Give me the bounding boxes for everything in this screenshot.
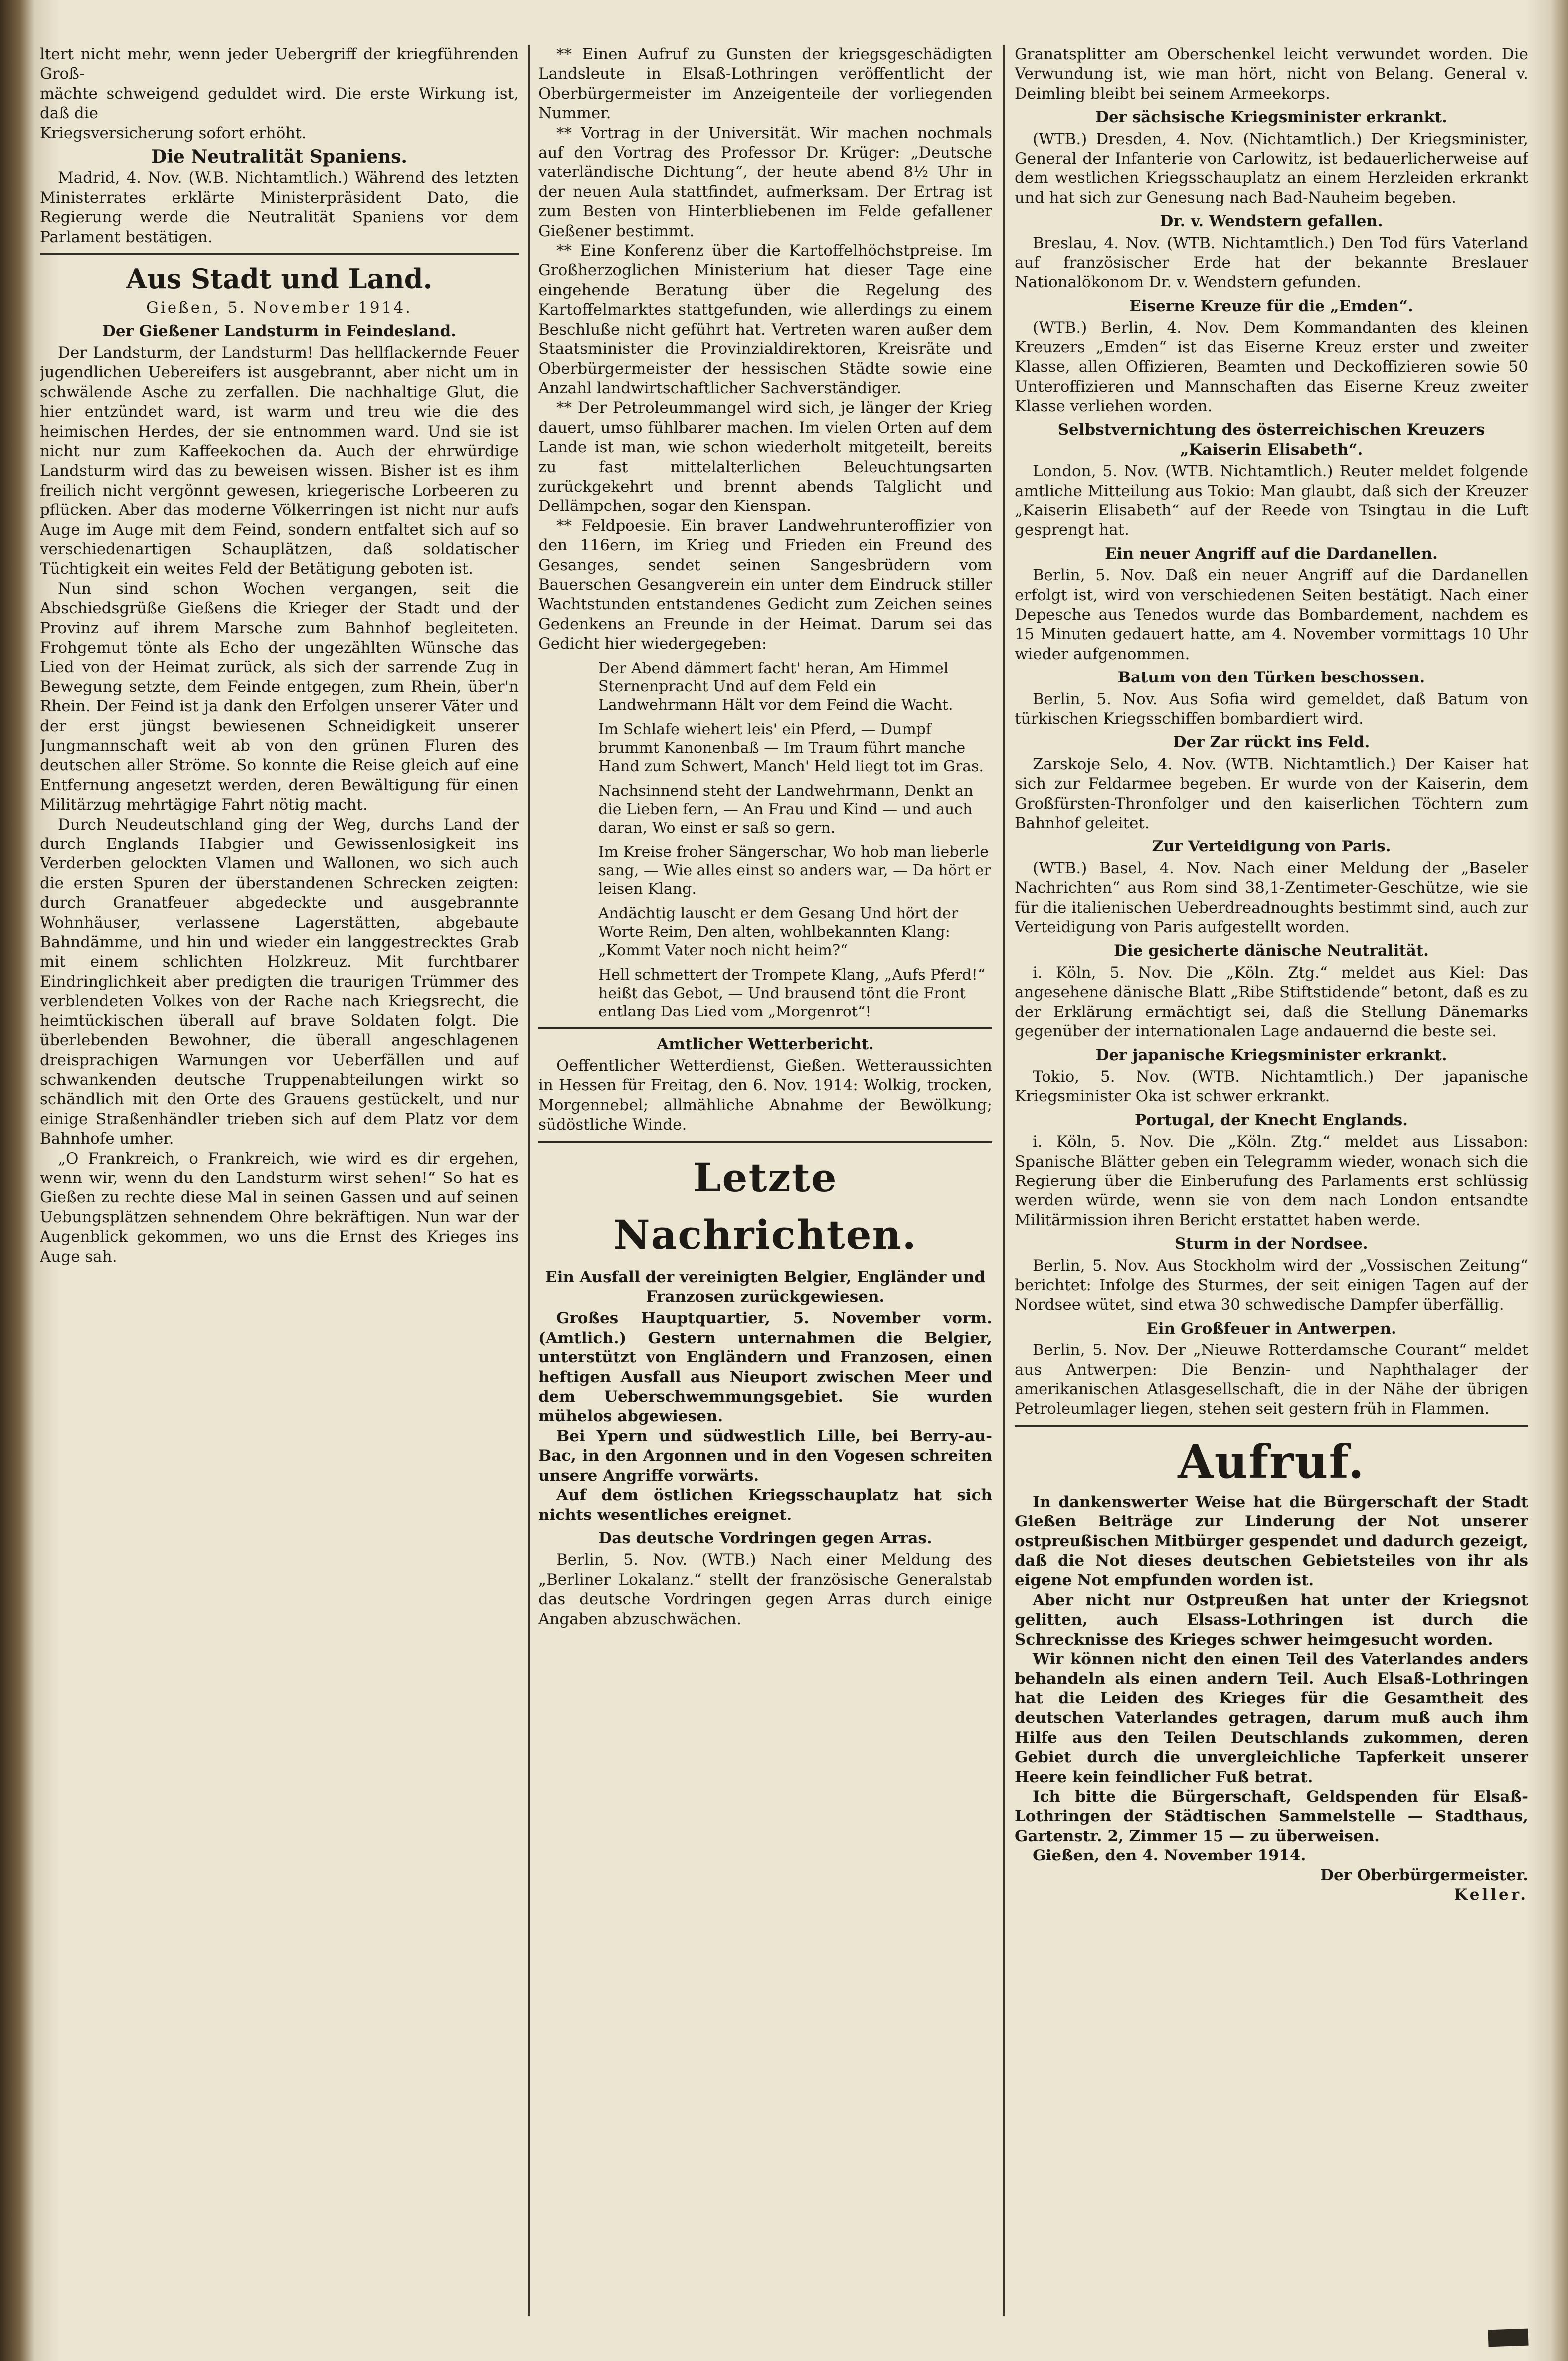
article-paragraph: Der Landsturm, der Landsturm! Das hellflackernde Feuer jugendlichen Uebereifers ist ausgebrannt, aber nicht um in schwälende Asche zu zerfallen. Die nachhaltige Glut, die hier entzündet ward, ist warm und treu wie die des heimischen Herdes, der sie entnommen ward. Und sie ist nicht nur zum Kaffeekochen da. Auch der ehrwürdige Landsturm wird das zu beweisen wissen. Bisher ist es ihm freilich nicht vergönnt gewesen, kriegerische Lorbeeren zu pflücken. Aber das moderne Völkerringen ist nicht nur aufs Auge im Auge mit dem Feind, sondern entfaltet sich auf so verschiedenartigen Schauplätzen, daß soldatischer Tüchtigkeit ein weites Feld der Betätigung geboten ist. xyxy=(40,343,519,578)
article-text: Berlin, 5. Nov. (WTB.) Nach einer Meldung des „Berliner Lokalanz.“ stellt der französische Generalstab das deutsche Vordringen gegen Arras durch einige Angaben abzuschwächen. xyxy=(538,1551,992,1628)
poem xyxy=(598,659,992,1021)
article-paragraph: Nun sind schon Wochen vergangen, seit die Abschiedsgrüße Gießens die Krieger der Stadt und der Provinz auf ihrem Marsche zum Bahnhof begleiteten. Frohgemut tönte als Echo der ungezählten Wünsche das Lied von der Heimat zurück, als sich der sarrende Zug in Bewegung setzte, dem Feinde entgegen, zum Rhein, über'n Rhein. Der Feind ist ja dank den Erfolgen unserer Väter und der erst jüngst bewiesenen Schneidigkeit unserer Jungmannschaft weit ab von den grünen Fluren des deutschen aller Ströme. So konnte die Reise gleich auf eine Entfernung angesetzt werden, deren Bewältigung für einen Militärzug mehrtägige Fahrt nötig macht. xyxy=(40,579,519,814)
weather-text: Oeffentlicher Wetterdienst, Gießen. Wetteraussichten in Hessen für Freitag, den 6. Nov. 1914: Wolkig, trocken, Morgennebel; allmähliche Abnahme der Bewölkung; südöstliche Winde. xyxy=(538,1057,992,1134)
column-middle xyxy=(538,45,992,2316)
section-heading: Letzte Nachrichten. xyxy=(613,1154,917,1258)
column-left xyxy=(40,45,519,2316)
news-heading: Eiserne Kreuze für die „Emden“. xyxy=(1129,297,1413,315)
text-line: mächte schweigend geduldet wird. Die erste Wirkung ist, daß die xyxy=(40,84,519,123)
notice: ** Der Petroleummangel wird sich, je länger der Krieg dauert, umso fühlbarer machen. Im vielen Orten auf dem Lande ist man, wie schon wiederholt mitgeteilt, bereits zu fast mittelalterlichen Beleuchtungsarten zurückgekehrt und brennt abends Talglicht und Dellämpchen, sogar den Kienspan. xyxy=(538,399,992,515)
text-line: ltert nicht mehr, wenn jeder Uebergriff der kriegführenden Groß- xyxy=(40,45,519,83)
news-text: Berlin, 5. Nov. Daß ein neuer Angriff auf die Dardanellen erfolgt ist, wird von verschiedenen Seiten bestätigt. Nach einer Depesche aus Tenedos wurde das Bombardement, nachdem es 15 Minuten gedauert hatte, am 4. November vormittags 10 Uhr wieder aufgenommen. xyxy=(1015,566,1528,663)
news-text: (WTB.) Dresden, 4. Nov. (Nichtamtlich.) Der Kriegsminister, General der Infanterie von Carlowitz, ist bedauerlicherweise auf dem westlichen Kriegsschauplatz an einem Herzleiden erkrankt und hat sich zur Genesung nach Bad-Nauheim begeben. xyxy=(1015,130,1528,207)
article-text: Madrid, 4. Nov. (W.B. Nichtamtlich.) Während des letzten Ministerrates erklärte Ministerpräsident Dato, die Regierung werde die Neutralität Spaniens vor dem Parlament bestätigen. xyxy=(40,169,519,246)
news-items xyxy=(1015,108,1528,1419)
poem-stanza: Andächtig lauscht er dem Gesang Und hört der Worte Reim, Den alten, wohlbekannten Klang: „Kommt Vater noch nicht heim?“ xyxy=(598,904,959,959)
divider xyxy=(40,253,519,255)
notice: ** Eine Konferenz über die Kartoffelhöchstpreise. Im Großherzoglichen Ministerium hat dieser Tage eine eingehende Beratung über die Regelung des Kartoffelmarktes stattgefunden, wie allerdings zu einem Beschluße nicht geführt hat. Vertreten waren außer dem Staatsminister die Provinzialdirektoren, Kreisräte und Oberbürgermeister der hessischen Städte sowie eine Anzahl landwirtschaftlicher Sachverständiger. xyxy=(538,242,992,397)
news-text: (WTB.) Berlin, 4. Nov. Dem Kommandanten des kleinen Kreuzers „Emden“ ist das Eiserne Kreuz erster und zweiter Klasse, allen Offizieren, Beamten und Deckoffizieren sowie 50 Unteroffizieren und Mannschaften das Eiserne Kreuz zweiter Klasse verliehen worden. xyxy=(1015,319,1528,415)
news-text: Berlin, 5. Nov. Aus Stockholm wird der „Vossischen Zeitung“ berichtet: Infolge des Sturmes, der seit einigen Tagen auf der Nordsee wütet, sind etwa 30 schwedische Dampfer überfällig. xyxy=(1015,1256,1528,1314)
news-heading: Zur Verteidigung von Paris. xyxy=(1152,838,1391,856)
news-text: Zarskoje Selo, 4. Nov. (WTB. Nichtamtlich.) Der Kaiser hat sich zur Feldarmee begeben. Er wurde von der Kaiserin, dem Großfürsten-Thronfolger und den kaiserlichen Töchtern zum Bahnhof geleitet. xyxy=(1015,755,1528,833)
news-heading: Batum von den Türken beschossen. xyxy=(1117,669,1425,687)
notice: ** Einen Aufruf zu Gunsten der kriegsgeschädigten Landsleute in Elsaß-Lothringen veröffentlicht der Oberbürgermeister im Anzeigenteile der vorliegenden Nummer. xyxy=(538,45,992,123)
appeal-name: Keller. xyxy=(1454,1885,1528,1904)
weather-heading: Amtlicher Wetterbericht. xyxy=(657,1035,874,1053)
article-paragraph: Großes Hauptquartier, 5. November vorm. (Amtlich.) Gestern unternahmen die Belgier, unterstützt von Engländern und Franzosen, einen heftigen Ausfall aus Nieuport zwischen Meer und dem Ueberschwemmungsgebiet. Sie wurden mühelos abgewiesen. xyxy=(538,1309,992,1426)
news-heading: Selbstvernichtung des österreichischen Kreuzers „Kaiserin Elisabeth“. xyxy=(1057,421,1485,459)
appeal-paragraph: In dankenswerter Weise hat die Bürgerschaft der Stadt Gießen Beiträge zur Linderung der Not unserer ostpreußischen Mitbürger gespendet und dadurch gezeigt, daß die Not dieses deutschen Gebietsteiles von ihr als eigene Not empfunden worden ist. xyxy=(1015,1493,1528,1590)
news-heading: Der japanische Kriegsminister erkrankt. xyxy=(1095,1046,1447,1064)
article-paragraph: Durch Neudeutschland ging der Weg, durchs Land der durch Englands Habgier und Gewissenlosigkeit ins Verderben gelockten Vlamen und Wallonen, wo sich auch die ersten Spuren der überstandenen Schrecken zeigten: durch Granatfeuer abgedeckte und ausgebrannte Wohnhäuser, verlassene Lagerstätten, abgebaute Bahndämme, und hin und wieder ein langgestrecktes Grab mit einem schlichten Holzkreuz. Mit furchtbarer Eindringlichkeit aber predigten die traurigen Trümmer des verblendeten Volkes von der Rache nach Kriegsrecht, die heimtückischen überall auf brave Soldaten folgt. Die überlebenden Bewohner, die überall angeschlagenen dreisprachigen Warnungen vor Ueberfällen und auf schwankenden deutsche Truppenabteilungen wirkt so schändlich mit den Orte des Grauens gestückelt, und nur einige Straßenhändler trieben sich auf dem Platz vor dem Bahnhofe umher. xyxy=(40,815,519,1148)
divider xyxy=(538,1141,992,1143)
news-text: London, 5. Nov. (WTB. Nichtamtlich.) Reuter meldet folgende amtliche Mitteilung aus Tokio: Man glaubt, daß sich der Kreuzer „Kaiserin Elisabeth“ auf der Reede von Tsingtau in die Luft gesprengt hat. xyxy=(1015,462,1528,539)
appeal-paragraph: Aber nicht nur Ostpreußen hat unter der Kriegsnot gelitten, auch Elsass-Lothringen ist durch die Schrecknisse des Krieges schwer heimgesucht worden. xyxy=(1015,1591,1528,1649)
appeal-signer: Der Oberbürgermeister. xyxy=(1320,1866,1528,1884)
notice: ** Vortrag in der Universität. Wir machen nochmals auf den Vortrag des Professor Dr. Krüger: „Deutsche vaterländische Dichtung“, der heute abend 8½ Uhr in der neuen Aula stattfindet, aufmerksam. Der Ertrag ist zum Besten von Hinterbliebenen im Felde gefallener Gießener bestimmt. xyxy=(538,124,992,240)
poem-stanza: Der Abend dämmert facht' heran, Am Himmel Sternenpracht Und auf dem Feld ein Landwehrmann Hält vor dem Feind die Wacht. xyxy=(598,659,953,714)
poem-stanza: Hell schmettert der Trompete Klang, „Aufs Pferd!“ heißt das Gebot, — Und brausend tönt die Front entlang Das Lied vom „Morgenrot“! xyxy=(598,966,986,1020)
dateline: Gießen, 5. November 1914. xyxy=(146,299,412,317)
news-text: Breslau, 4. Nov. (WTB. Nichtamtlich.) Den Tod fürs Vaterland auf französischer Erde hat der bekannte Breslauer Nationalökonom Dr. v. Wendstern gefunden. xyxy=(1015,234,1528,292)
column-divider xyxy=(528,45,530,2316)
appeal-box xyxy=(1015,1433,1528,1905)
section-heading: Aus Stadt und Land. xyxy=(126,263,433,295)
news-text: i. Köln, 5. Nov. Die „Köln. Ztg.“ meldet aus Kiel: Das angesehene dänische Blatt „Ribe Stiftstidende“ betont, daß es zu der Erklärung ermächtigt sei, daß die Stellung Dänemarks gegenüber der internationalen Lage andauernd die beste sei. xyxy=(1015,963,1528,1041)
article-text: Granatsplitter am Oberschenkel leicht verwundet worden. Die Verwundung ist, wie man hört, nicht von Belang. General v. Deimling bleibt bei seinem Armeekorps. xyxy=(1015,45,1528,103)
article-paragraph: Bei Ypern und südwestlich Lille, bei Berry-au-Bac, in den Argonnen und in den Vogesen schreiten unsere Angriffe vorwärts. xyxy=(538,1427,992,1485)
news-heading: Ein Großfeuer in Antwerpen. xyxy=(1146,1319,1396,1338)
news-heading: Der Zar rückt ins Feld. xyxy=(1173,733,1370,752)
news-text: Tokio, 5. Nov. (WTB. Nichtamtlich.) Der japanische Kriegsminister Oka ist schwer erkrankt. xyxy=(1015,1067,1528,1106)
notice: ** Feldpoesie. Ein braver Landwehrunteroffizier von den 116ern, im Krieg und Frieden ein Freund des Gesanges, sendet seinen Sangesbrüdern vom Bauerschen Gesangverein ein unter dem Eindruck stiller Wachtstunden entstandenes Gedicht zum Zeichen seines Gedenkens an Freunde in der Heimat. Darum sei das Gedicht hier wiedergegeben: xyxy=(538,516,992,653)
ink-stamp xyxy=(1488,2329,1528,2347)
news-text: (WTB.) Basel, 4. Nov. Nach einer Meldung der „Baseler Nachrichten“ aus Rom sind 38,1-Zentimeter-Geschütze, wie sie für die italienischen Ueberdreadnoughts bestimmt sind, auch zur Verteidigung von Paris aufgestellt worden. xyxy=(1015,859,1528,937)
news-heading: Ein neuer Angriff auf die Dardanellen. xyxy=(1105,544,1438,563)
appeal-heading: Aufruf. xyxy=(1178,1434,1365,1489)
appeal-paragraph: Ich bitte die Bürgerschaft, Geldspenden für Elsaß-Lothringen der Städtischen Sammelstelle — Stadthaus, Gartenstr. 2, Zimmer 15 — zu überweisen. xyxy=(1015,1787,1528,1845)
column-right xyxy=(1015,45,1528,2316)
news-text: Berlin, 5. Nov. Aus Sofia wird gemeldet, daß Batum von türkischen Kriegsschiffen bombardiert wird. xyxy=(1015,690,1528,728)
article-heading: Die Neutralität Spaniens. xyxy=(151,146,407,168)
lead-heading: Ein Ausfall der vereinigten Belgier, Engländer und Franzosen zurückgewiesen. xyxy=(545,1268,986,1306)
article-heading: Das deutsche Vordringen gegen Arras. xyxy=(598,1529,932,1547)
poem-stanza: Im Kreise froher Sängerschar, Wo hob man lieberle sang, — Wie alles einst so anders war, — Da hört er leisen Klang. xyxy=(598,843,991,898)
news-text: Berlin, 5. Nov. Der „Nieuwe Rotterdamsche Courant“ meldet aus Antwerpen: Die Benzin- und Naphthalager der amerikanischen Atlasgesellschaft, die in der Nähe der übrigen Petroleumlager liegen, stehen seit gestern früh in Flammen. xyxy=(1015,1341,1528,1418)
poem-stanza: Im Schlafe wiehert leis' ein Pferd, — Dumpf brummt Kanonenbaß — Im Traum führt manche Hand zum Schwert, Manch' Held liegt tot im Gras. xyxy=(598,720,984,775)
article-heading: Der Gießener Landsturm in Feindesland. xyxy=(102,322,456,340)
column-divider xyxy=(1003,45,1005,2316)
poem-stanza: Nachsinnend steht der Landwehrmann, Denkt an die Lieben fern, — An Frau und Kind — und auch daran, Wo einst er saß so gern. xyxy=(598,782,974,837)
appeal-date: Gießen, den 4. November 1914. xyxy=(1033,1847,1306,1865)
news-heading: Dr. v. Wendstern gefallen. xyxy=(1160,212,1383,231)
news-heading: Der sächsische Kriegsminister erkrankt. xyxy=(1095,108,1447,127)
article-paragraph: „O Frankreich, o Frankreich, wie wird es dir ergehen, wenn wir, wenn du den Landsturm wirst sehen!“ So hat es Gießen zu rechte diese Mal in seinen Gassen und auf seinen Uebungsplätzen sehnendem Ohre bekräftigen. Nun war der Augenblick gekommen, wo uns die Ernst des Krieges ins Auge sah. xyxy=(40,1149,519,1266)
news-heading: Portugal, der Knecht Englands. xyxy=(1135,1111,1408,1129)
news-text: i. Köln, 5. Nov. Die „Köln. Ztg.“ meldet aus Lissabon: Spanische Blätter geben ein Telegramm wieder, wonach sich die Regierung über die Einberufung des Parlaments erst schlüssig werden würde, wenn sie von dem nach London entsandte Militärmission ihren Bericht erstattet haben werde. xyxy=(1015,1133,1528,1229)
appeal-paragraph: Wir können nicht den einen Teil des Vaterlandes anders behandeln als einen andern Teil. Auch Elsaß-Lothringen hat die Leiden des Krieges für die Gesamtheit des deutschen Vaterlandes getragen, darum muß auch ihm Hilfe aus den Teilen Deutschlands zukommen, deren Gebiet durch die unvergleichliche Tapferkeit unserer Heere kein feindlicher Fuß betrat. xyxy=(1015,1650,1528,1786)
news-heading: Die gesicherte dänische Neutralität. xyxy=(1114,942,1429,960)
divider xyxy=(538,1027,992,1029)
news-heading: Sturm in der Nordsee. xyxy=(1175,1235,1368,1253)
article-paragraph: Auf dem östlichen Kriegsschauplatz hat sich nichts wesentliches ereignet. xyxy=(538,1486,992,1524)
divider xyxy=(1015,1425,1528,1427)
text-line: Kriegsversicherung sofort erhöht. xyxy=(40,124,307,142)
